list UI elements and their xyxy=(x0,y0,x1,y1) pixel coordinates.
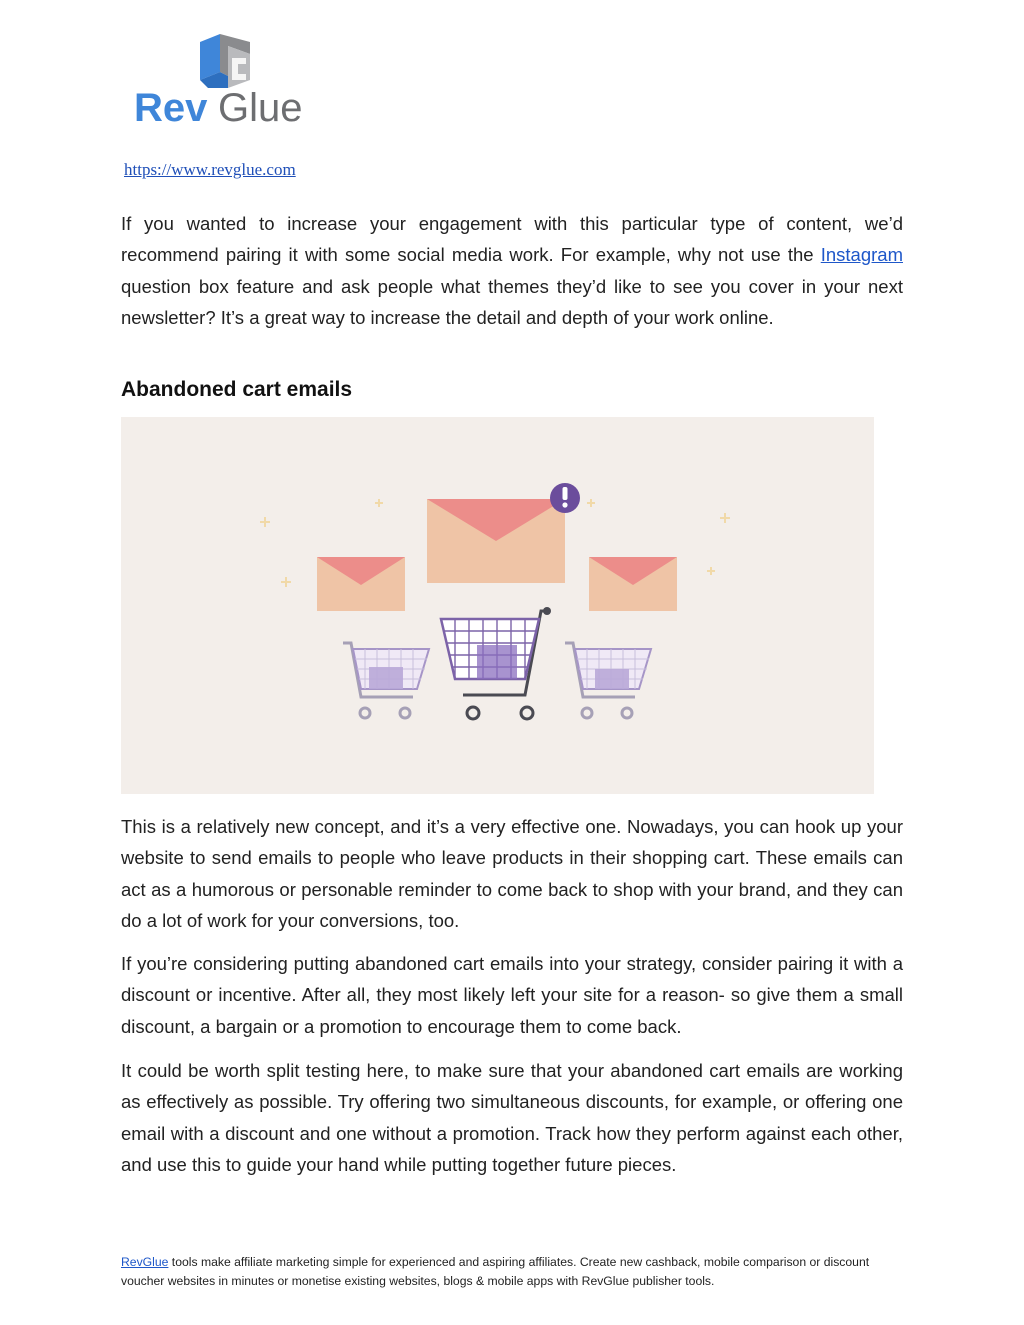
alert-icon xyxy=(550,483,580,513)
envelope-icon xyxy=(427,499,565,583)
section-heading: Abandoned cart emails xyxy=(121,378,353,401)
intro-text-after: question box feature and ask people what themes they’d like to see you cover in your next newsletter? It’s a great way to increase the detail and depth of your work online. xyxy=(121,275,903,328)
envelope-icon xyxy=(589,557,677,611)
envelope-icon xyxy=(317,557,405,611)
body-paragraph-3: It could be worth split testing here, to make sure that your abandoned cart emails are working as effectively as possible. Try offering two simultaneous discounts, for example, or offering one email with a discount and one without a promotion. Track how they perform against each other, and use this to guide your hand while putting together future pieces. xyxy=(121,1060,903,1175)
shopping-cart-icon xyxy=(441,607,551,719)
shopping-cart-icon xyxy=(565,643,651,718)
footer-text: tools make affiliate marketing simple for experienced and aspiring affiliates. Create new cashback, mobile comparison or discount voucher websites in minutes or monetise existing websites, blogs & mobile apps with RevGlue publisher tools. xyxy=(121,1255,870,1288)
instagram-link[interactable]: Instagram xyxy=(820,244,903,266)
body-paragraph-2: If you’re considering putting abandoned cart emails into your strategy, consider pairing it with a discount or incentive. After all, they most likely left your site for a reason- so give them a small discount, a bargain or a promotion to encourage them to come back. xyxy=(121,953,903,1037)
site-url-link[interactable]: https://www.revglue.com xyxy=(124,160,296,179)
logo-text-glue: Glue xyxy=(218,86,303,128)
abandoned-cart-illustration xyxy=(121,417,874,794)
intro-text-before: If you wanted to increase your engagement with this particular type of content, we’d recommend pairing it with some social media work. For example, why not use the xyxy=(121,213,903,266)
revglue-logo[interactable] xyxy=(130,28,330,128)
intro-paragraph xyxy=(121,208,903,333)
revglue-logo-icon xyxy=(130,28,330,128)
shopping-cart-icon xyxy=(343,643,429,718)
footer-note xyxy=(121,1253,911,1291)
logo-text-rev: Rev xyxy=(134,86,208,128)
body-paragraph-1: This is a relatively new concept, and it’s a very effective one. Nowadays, you can hook up your website to send emails to people who leave products in their shopping cart. These emails can act as a humorous or personable reminder to come back to shop with your brand, and they can do a lot of work for your conversions, too. xyxy=(121,816,903,931)
footer-revglue-link[interactable]: RevGlue xyxy=(121,1255,169,1269)
